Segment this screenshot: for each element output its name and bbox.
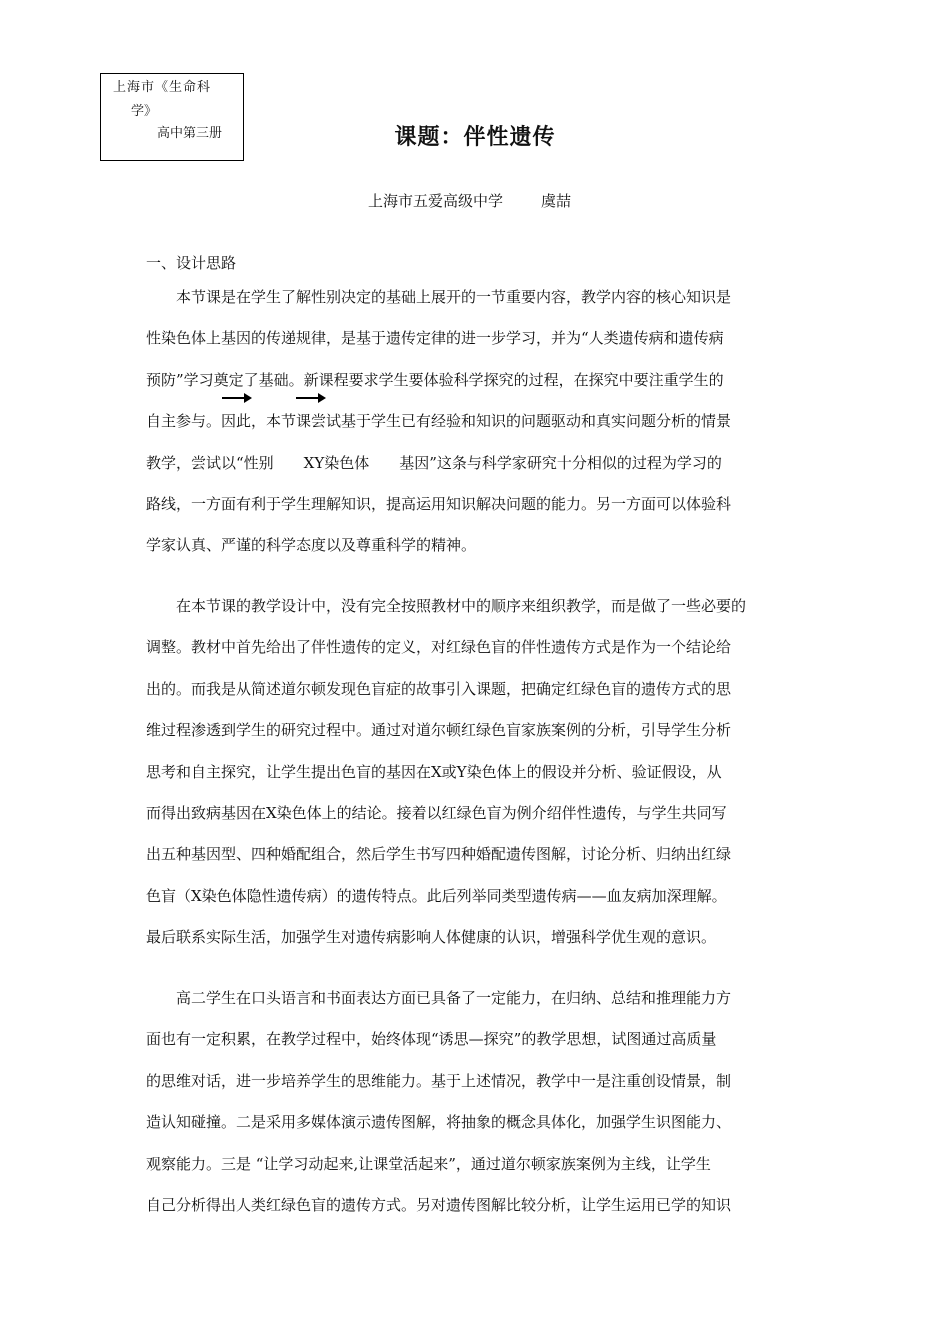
paragraph-line: 思考和自主探究，让学生提出色盲的基因在X或Y染色体上的假设并分析、验证假设，从	[146, 762, 722, 781]
paragraph-line: 学家认真、严谨的科学态度以及尊重科学的精神。	[146, 536, 477, 555]
paragraph-line: 路线，一方面有利于学生理解知识，提高运用知识解决问题的能力。另一方面可以体验科	[146, 494, 732, 513]
page-title: 课题：伴性遗传	[394, 125, 556, 150]
arrow-right-icon	[222, 397, 250, 399]
paragraph-line: 教学，尝试以“性别 XY染色体 基因”这条与科学家研究十分相似的过程为学习的	[146, 453, 722, 472]
paragraph-line: 调整。教材中首先给出了伴性遗传的定义，对红绿色盲的伴性遗传方式是作为一个结论给	[146, 638, 732, 657]
paragraph-line: 高二学生在口头语言和书面表达方面已具备了一定能力，在归纳、总结和推理能力方	[146, 989, 732, 1007]
paragraph-line: 出五种基因型、四种婚配组合，然后学生书写四种婚配遗传图解，讨论分析、归纳出红绿	[146, 845, 732, 864]
header-box-line2: 学》	[131, 104, 158, 119]
paragraph-line: 自主参与。因此，本节课尝试基于学生已有经验和知识的问题驱动和真实问题分析的情景	[146, 412, 732, 431]
arrow-right-icon	[296, 397, 324, 399]
author-school: 上海市五爱高级中学	[368, 192, 504, 210]
paragraph-line: 维过程渗透到学生的研究过程中。通过对道尔顿红绿色盲家族案例的分析，引导学生分析	[146, 721, 732, 740]
paragraph-line: 本节课是在学生了解性别决定的基础上展开的一节重要内容，教学内容的核心知识是	[146, 288, 732, 306]
paragraph-line: 预防”学习奠定了基础。新课程要求学生要体验科学探究的过程，在探究中要注重学生的	[146, 370, 724, 389]
paragraph-line: 出的。而我是从简述道尔顿发现色盲症的故事引入课题，把确定红绿色盲的遗传方式的思	[146, 679, 732, 698]
author-line	[368, 190, 571, 211]
paragraph-line: 自己分析得出人类红绿色盲的遗传方式。另对遗传图解比较分析，让学生运用已学的知识	[146, 1195, 732, 1214]
paragraph-line: 面也有一定积累，在教学过程中，始终体现“诱思—探究”的教学思想，试图通过高质量	[146, 1030, 717, 1049]
header-box-line1: 上海市《生命科	[113, 80, 212, 95]
paragraph-2	[146, 586, 810, 959]
paragraph-line: 而得出致病基因在X染色体上的结论。接着以红绿色盲为例介绍伴性遗传，与学生共同写	[146, 803, 727, 822]
paragraph-1	[146, 277, 810, 567]
paragraph-line: 在本节课的教学设计中，没有完全按照教材中的顺序来组织教学，而是做了一些必要的	[146, 597, 747, 615]
header-box-line3: 高中第三册	[157, 126, 223, 141]
paragraph-line: 的思维对话，进一步培养学生的思维能力。基于上述情况，教学中一是注重创设情景，制	[146, 1071, 732, 1090]
paragraph-line: 最后联系实际生活，加强学生对遗传病影响人体健康的认识，增强科学优生观的意识。	[146, 928, 717, 947]
paragraph-3	[146, 978, 810, 1226]
paragraph-line: 性染色体上基因的传递规律，是基于遗传定律的进一步学习，并为“人类遗传病和遗传病	[146, 329, 724, 348]
paragraph-line: 色盲（X染色体隐性遗传病）的遗传特点。此后列举同类型遗传病——血友病加深理解。	[146, 886, 727, 905]
author-name: 虞喆	[541, 192, 572, 210]
paragraph-line: 观察能力。三是 “让学习动起来,让课堂活起来”，通过道尔顿家族案例为主线，让学生	[146, 1154, 711, 1173]
paragraph-line: 造认知碰撞。二是采用多媒体演示遗传图解，将抽象的概念具体化，加强学生识图能力、	[146, 1113, 732, 1132]
section-heading: 一、设计思路	[146, 254, 237, 272]
